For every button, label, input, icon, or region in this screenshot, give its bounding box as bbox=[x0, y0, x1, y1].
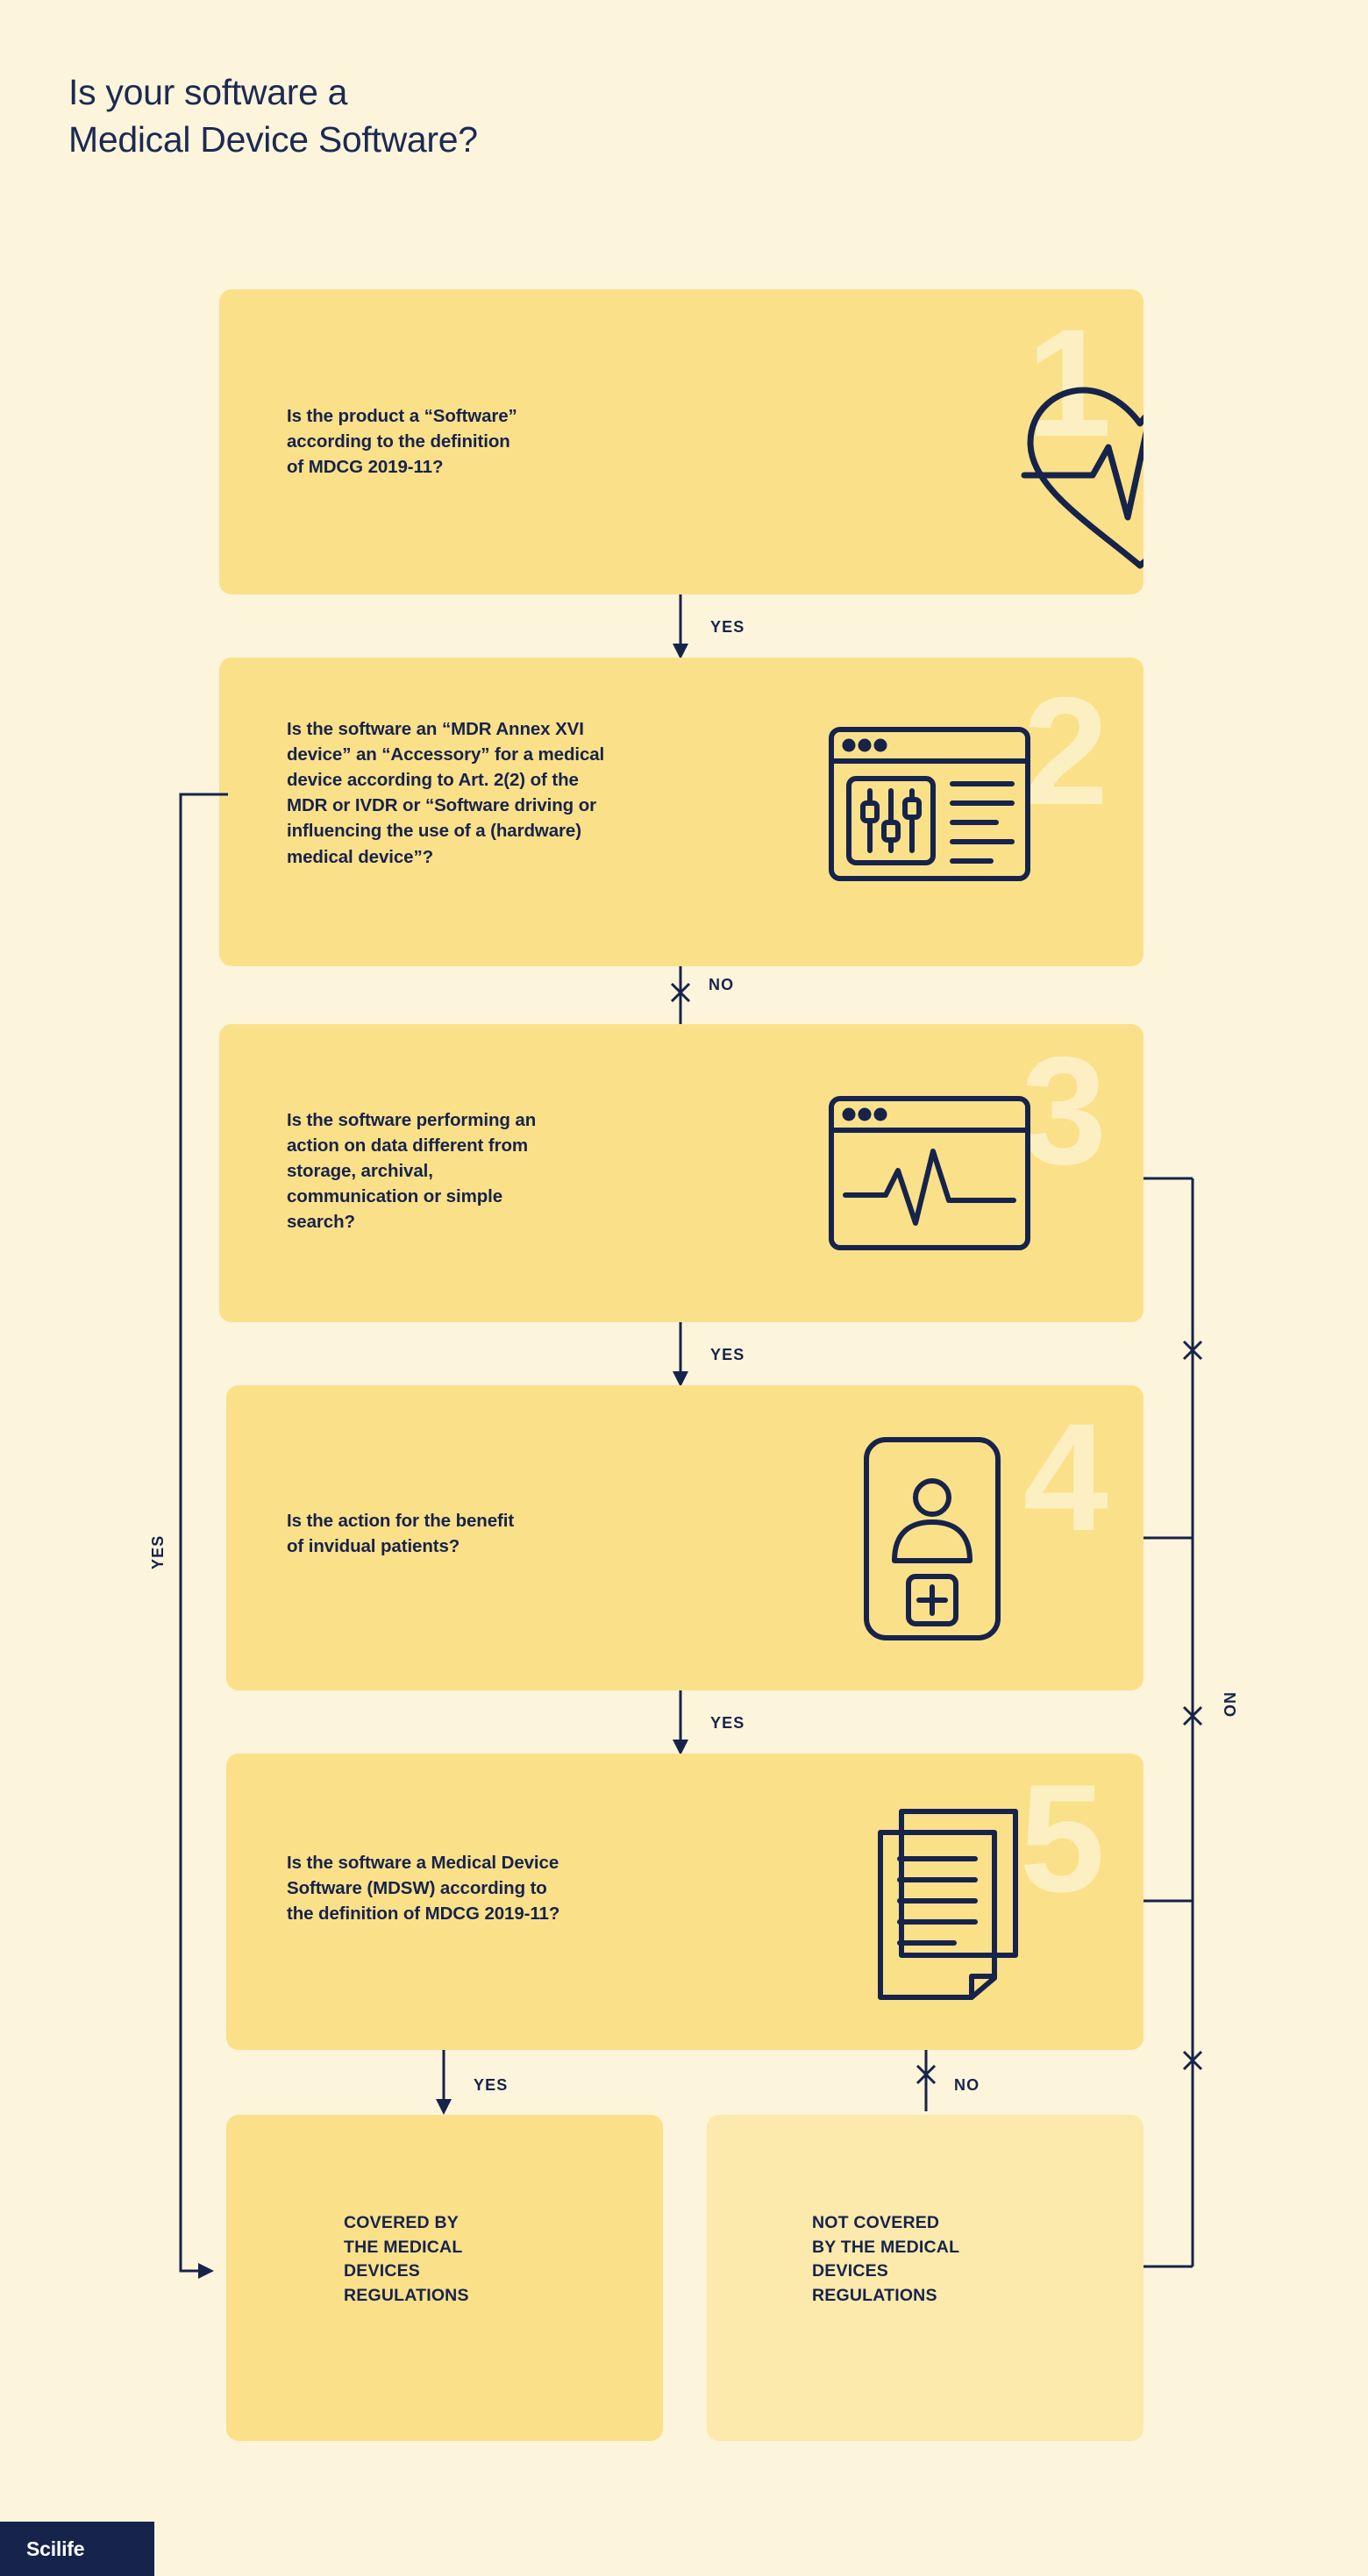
step-box-4 bbox=[226, 1385, 1144, 1690]
step-box-5 bbox=[226, 1754, 1144, 2050]
scilife-logo bbox=[0, 2522, 154, 2576]
step-number-1: 1 bbox=[1026, 298, 1112, 469]
browser-settings-icon bbox=[824, 719, 1035, 894]
step-box-1 bbox=[219, 289, 1144, 594]
page-title: Is your software a Medical Device Software? bbox=[68, 72, 478, 160]
connector-label-no-right-rail: NO bbox=[1221, 1692, 1238, 1719]
step-box-3 bbox=[219, 1024, 1144, 1322]
result-box-not-covered bbox=[707, 2115, 1144, 2441]
step-number-5: 5 bbox=[1019, 1754, 1105, 1925]
connector-label-no-2: NO bbox=[954, 2076, 980, 2094]
step-number-3: 3 bbox=[1021, 1026, 1107, 1197]
connector-right-rail bbox=[1144, 1166, 1222, 2280]
step-text-4: Is the action for the benefit of invidual patients? bbox=[287, 1511, 515, 1557]
connector-label-yes-1: YES bbox=[710, 618, 745, 636]
result-text-covered: COVERED BY THE MEDICAL DEVICES REGULATIONS bbox=[344, 2213, 469, 2306]
connector-label-yes-2: YES bbox=[710, 1346, 745, 1363]
step-text-2: Is the software an “MDR Annex XVI device” an “Accessory” for a medical device according to Art. 2(2) of the MDR or IVDR or “Software driving or influencing the use of a (hardware) medical device”? bbox=[287, 719, 605, 867]
connector-label-yes-left-rail: YES bbox=[149, 1534, 167, 1569]
heart-pulse-icon bbox=[1008, 368, 1144, 587]
scilife-logo-text: Scilife bbox=[26, 2537, 85, 2560]
step-number-2: 2 bbox=[1022, 666, 1108, 837]
step-text-5: Is the software a Medical Device Software (MDSW) according to the definition of MDCG 2019-11? bbox=[287, 1853, 560, 1925]
connector-label-yes-3: YES bbox=[710, 1714, 745, 1732]
connector-label-yes-4: YES bbox=[474, 2076, 509, 2094]
result-box-covered bbox=[226, 2115, 663, 2441]
step-text-3: Is the software performing an action on data different from storage, archival, communication or simple search? bbox=[287, 1110, 537, 1233]
step-box-2 bbox=[219, 658, 1144, 966]
step-number-4: 4 bbox=[1022, 1392, 1108, 1563]
browser-waveform-icon bbox=[824, 1090, 1035, 1256]
step-text-1: Is the product a “Software” according to the definition of MDCG 2019-11? bbox=[287, 406, 517, 478]
result-text-not-covered: NOT COVERED BY THE MEDICAL DEVICES REGULATIONS bbox=[812, 2213, 960, 2306]
patient-card-icon bbox=[840, 1429, 1024, 1648]
connector-label-no-1: NO bbox=[709, 976, 735, 993]
documents-icon bbox=[840, 1797, 1051, 2008]
